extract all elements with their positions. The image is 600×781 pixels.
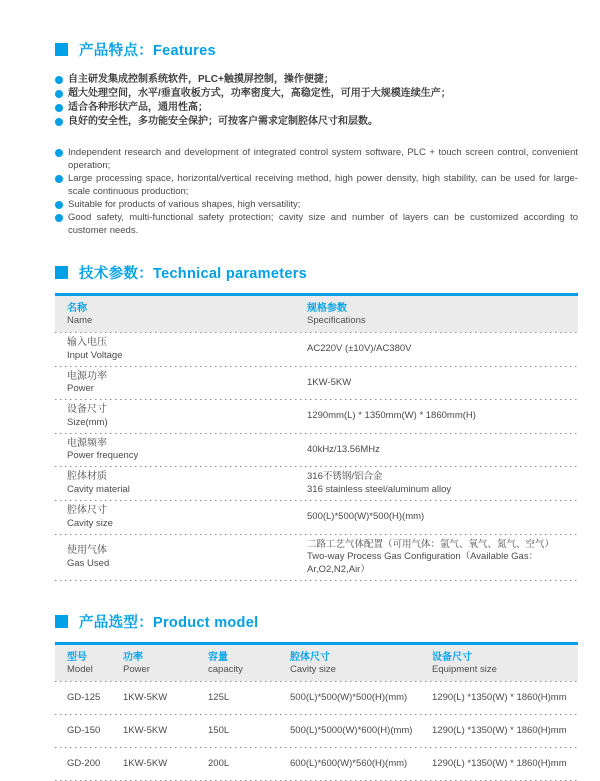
technical-title-zh: 技术参数： [79, 265, 153, 282]
product-model-section-title [79, 611, 258, 632]
header-name-en: Name [67, 315, 93, 326]
feature-bullet-text: Independent research and development of integrated control system software, PLC + touch screen control, convenient operation; [68, 147, 578, 171]
feature-bullet-text: Suitable for products of various shapes, high versatility; [68, 199, 301, 210]
col-cavity-en: Cavity size [290, 664, 336, 675]
features-title-zh: 产品特点： [79, 42, 153, 59]
feature-bullet-text: Good safety, multi-functional safety protection; cavity size and number of layers can be customized according to customer needs. [68, 212, 578, 236]
bullet-dot-icon [55, 76, 63, 84]
row-name-zh: 使用气体 [67, 545, 107, 556]
table-row-cavity-size [55, 501, 578, 534]
cell-equipment-size: 1290(L) *1350(W) * 1860(H)mm [432, 724, 567, 736]
row-name-cell [67, 337, 307, 362]
feature-bullet-zh [55, 115, 578, 129]
row-spec-value: 1290mm(L) * 1350mm(W) * 1860mm(H) [307, 410, 476, 421]
col-model-zh: 型号 [67, 652, 87, 663]
product-model-title-en: Product model [153, 614, 259, 631]
cell-cavity-size: 600(L)*600(W)*560(H)(mm) [290, 757, 408, 769]
row-name-zh: 腔体材质 [67, 471, 107, 483]
table-row-power-frequency [55, 434, 578, 467]
col-capacity-zh: 容量 [208, 652, 228, 663]
feature-bullet-text: 适合各种形状产品，通用性高； [68, 102, 208, 113]
header-cell-power [123, 651, 208, 676]
row-spec-cell [307, 539, 578, 577]
row-name-zh: 腔体尺寸 [67, 505, 107, 516]
row-spec-value: 二路工艺气体配置（可用气体：氩气、氧气、氮气、空气） [307, 538, 555, 550]
bullet-dot-icon [55, 149, 63, 157]
bullet-dot-icon [55, 118, 63, 126]
feature-bullet-en [55, 146, 578, 172]
features-bullets-zh [55, 73, 578, 129]
header-spec-zh: 规格参数 [307, 303, 347, 314]
row-spec-value: AC220V (±10V)/AC380V [307, 343, 412, 354]
row-name-en: Input Voltage [67, 349, 123, 361]
features-title-en: Features [153, 42, 216, 59]
feature-bullet-text: Large processing space, horizontal/vertical receiving method, high power density, high stability, can be used for large-scale continuous production; [68, 173, 578, 197]
features-bullets-en [55, 146, 578, 237]
cell-equipment-size: 1290(L) *1350(W) * 1860(H)mm [432, 691, 567, 703]
section-marker-icon [55, 615, 68, 628]
cell-model: GD-150 [67, 724, 101, 736]
col-cavity-zh: 腔体尺寸 [290, 652, 330, 663]
feature-bullet-text: 超大处理空间，水平/垂直收板方式，功率密度大，高稳定性，可用于大规模连续生产； [68, 88, 451, 99]
row-name-zh: 电源频率 [67, 437, 107, 449]
row-name-zh: 电源功率 [67, 370, 107, 382]
row-name-cell [67, 438, 307, 463]
row-spec-value: 40kHz/13.56MHz [307, 443, 380, 455]
row-spec-cell [307, 343, 578, 356]
header-cell-name [67, 302, 307, 327]
feature-bullet-en [55, 172, 578, 198]
table-row-gd-200 [55, 748, 578, 780]
table-row-input-voltage [55, 333, 578, 366]
section-marker-icon [55, 43, 68, 56]
cell-equipment-size: 1290(L) *1350(W) * 1860(H)mm [432, 757, 567, 769]
row-spec-cell [307, 410, 578, 423]
feature-bullet-zh [55, 73, 578, 87]
row-name-zh: 输入电压 [67, 337, 107, 348]
product-model-section-header [55, 612, 578, 630]
technical-title-en: Technical parameters [153, 265, 308, 282]
table-row-power [55, 367, 578, 400]
col-model-en: Model [67, 664, 93, 675]
col-capacity-en: capacity [208, 664, 243, 675]
header-cell-cavity-size [290, 651, 432, 676]
header-cell-capacity [208, 651, 290, 676]
table-row-size [55, 400, 578, 433]
row-name-en: Size(mm) [67, 416, 108, 428]
row-name-cell [67, 371, 307, 396]
cell-capacity: 125L [208, 691, 230, 703]
product-model-title-zh: 产品选型： [79, 614, 153, 631]
row-spec-value-en: 316 stainless steel/aluminum alloy [307, 483, 452, 495]
feature-bullet-text: 良好的安全性，多功能安全保护；可按客户需求定制腔体尺寸和层数。 [68, 116, 378, 127]
bullet-dot-icon [55, 90, 63, 98]
header-cell-equipment-size [432, 651, 578, 676]
bullet-dot-icon [55, 104, 63, 112]
row-spec-cell [307, 377, 578, 390]
row-spec-cell [307, 511, 578, 524]
bullet-dot-icon [55, 214, 63, 222]
row-name-cell [67, 545, 307, 570]
cell-power: 1KW-5KW [123, 757, 168, 769]
section-marker-icon [55, 266, 68, 279]
header-spec-en: Specifications [307, 315, 366, 326]
cell-capacity: 200L [208, 757, 230, 769]
col-equipment-zh: 设备尺寸 [432, 652, 472, 663]
dotted-divider [55, 580, 578, 581]
row-name-cell [67, 471, 307, 496]
cell-cavity-size: 500(L)*5000(W)*600(H)(mm) [290, 724, 413, 736]
row-spec-cell [307, 444, 578, 457]
cell-power: 1KW-5KW [123, 691, 168, 703]
product-model-table-header [55, 645, 578, 681]
row-name-en: Cavity size [67, 517, 113, 529]
header-name-zh: 名称 [67, 303, 87, 314]
product-model-rows [55, 682, 578, 781]
feature-bullet-zh [55, 87, 578, 101]
header-cell-specifications [307, 302, 578, 327]
feature-bullet-en [55, 211, 578, 237]
feature-bullet-zh [55, 101, 578, 115]
technical-parameters-table [55, 293, 578, 581]
row-spec-value: 1KW-5KW [307, 376, 352, 388]
bullet-dot-icon [55, 175, 63, 183]
bullet-dot-icon [55, 201, 63, 209]
feature-bullet-text: 自主研发集成控制系统软件，PLC+触摸屏控制，操作便捷； [68, 74, 334, 85]
technical-section-title [79, 262, 307, 283]
features-section-header [55, 40, 578, 58]
row-name-zh: 设备尺寸 [67, 404, 107, 415]
row-name-en: Power [67, 383, 94, 394]
col-power-zh: 功率 [123, 652, 143, 663]
col-equipment-en: Equipment size [432, 664, 497, 675]
product-model-table [55, 642, 578, 781]
cell-model: GD-200 [67, 757, 101, 769]
table-row-gd-150 [55, 715, 578, 747]
cell-capacity: 150L [208, 724, 230, 736]
row-spec-cell [307, 471, 578, 496]
table-row-gas-used [55, 535, 578, 581]
col-power-en: Power [123, 664, 150, 675]
cell-model: GD-125 [67, 691, 101, 703]
row-spec-value: 500(L)*500(W)*500(H)(mm) [307, 511, 425, 522]
row-spec-value-en: Two-way Process Gas Configuration（Available Gas：Ar,O2,N2,Air） [307, 551, 539, 575]
row-spec-value: 316不锈钢/铝合金 [307, 471, 383, 482]
row-name-cell [67, 505, 307, 530]
table-row-gd-125 [55, 682, 578, 714]
technical-table-header [55, 296, 578, 332]
row-name-en: Power frequency [67, 450, 139, 461]
header-cell-model [67, 651, 123, 676]
cell-power: 1KW-5KW [123, 724, 168, 736]
feature-bullet-en [55, 198, 578, 211]
technical-section-header [55, 263, 578, 281]
table-row-cavity-material [55, 467, 578, 500]
row-name-cell [67, 404, 307, 429]
features-section-title [79, 39, 216, 60]
cell-cavity-size: 500(L)*500(W)*500(H)(mm) [290, 691, 408, 703]
row-name-en: Cavity material [67, 483, 130, 495]
row-name-en: Gas Used [67, 557, 110, 569]
